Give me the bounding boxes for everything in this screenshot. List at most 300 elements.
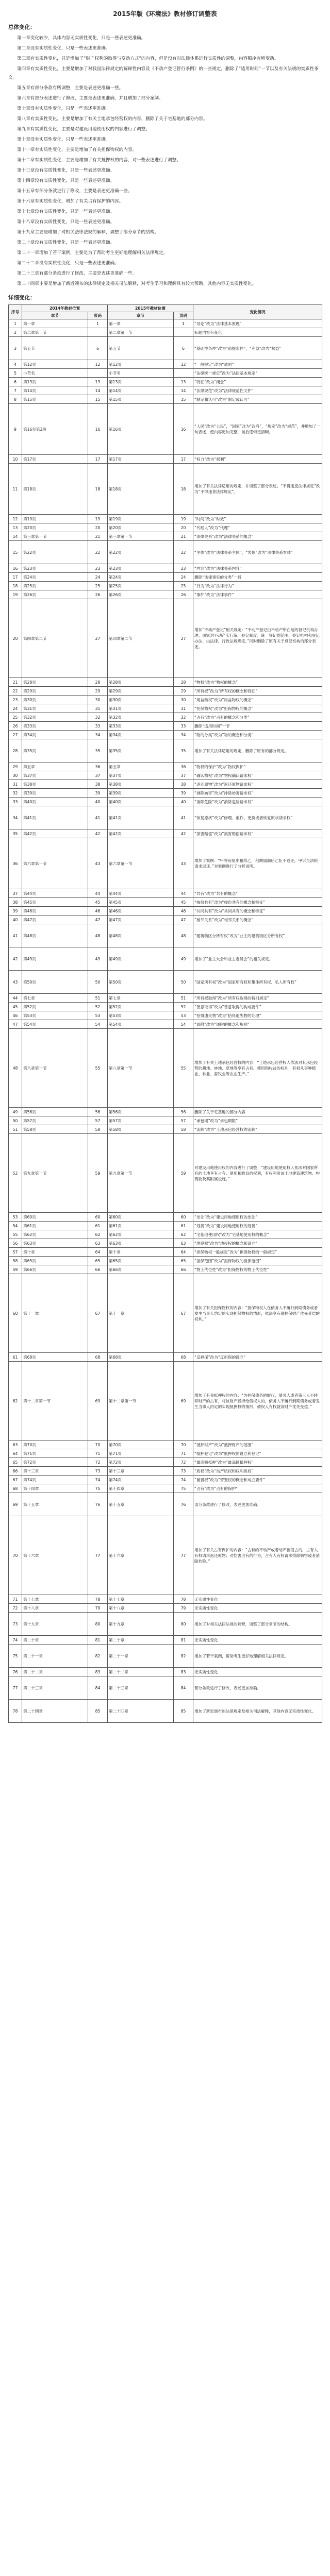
cell-old-page: 47 <box>88 916 108 924</box>
cell-new-page: 26 <box>174 590 193 599</box>
cell-seq: 52 <box>9 1134 22 1213</box>
cell-seq: 3 <box>9 337 22 360</box>
cell-old-page: 16 <box>88 404 108 455</box>
cell-new-position: 第72页 <box>108 1458 174 1467</box>
cell-old-page: 54 <box>88 1020 108 1029</box>
cell-old-page: 38 <box>88 780 108 789</box>
cell-new-position: 第二十二章 <box>108 1668 174 1676</box>
table-row <box>9 731 322 739</box>
cell-old-position: 第56页 <box>22 1108 88 1116</box>
table-row <box>9 687 322 696</box>
cell-new-page <box>174 369 193 378</box>
cell-old-page: 64 <box>88 1248 108 1257</box>
cell-seq: 69 <box>9 1493 22 1516</box>
cell-seq: 59 <box>9 1265 22 1274</box>
cell-old-page: 42 <box>88 829 108 838</box>
cell-change: “消除危险”改为“消除危险请求权” <box>193 798 322 806</box>
col-new-page-header: 页码 <box>174 312 193 319</box>
cell-old-page: 34 <box>88 731 108 739</box>
table-row <box>9 1265 322 1274</box>
cell-change: “时间”改为“时效” <box>193 515 322 523</box>
cell-new-position: 第53页 <box>108 1011 174 1020</box>
cell-new-position: 第24页 <box>108 573 174 582</box>
cell-new-page: 77 <box>174 1516 193 1595</box>
table-row <box>9 1595 322 1604</box>
cell-old-page: 39 <box>88 789 108 798</box>
cell-new-page: 73 <box>174 1467 193 1476</box>
cell-old-position: 第74页 <box>22 1476 88 1484</box>
table-row <box>9 838 322 889</box>
cell-new-page: 41 <box>174 806 193 829</box>
cell-change: 删除“适用时间”一节 <box>193 722 322 731</box>
cell-change: “共有”改为“共有的概念” <box>193 889 322 898</box>
cell-old-position: 第23页 <box>22 564 88 573</box>
cell-new-position: 第23页 <box>108 564 174 573</box>
cell-old-position: 第63页 <box>22 1239 88 1248</box>
cell-change: 增加了有关土地承包经营权的内容：“土地承包经营权人依法对其承包经营的耕地、林地、草地等享有占有、使用和收益的权利，有权从事种植业、林业、畜牧业等农业生产。” <box>193 1029 322 1108</box>
cell-old-position: 第30页 <box>22 696 88 704</box>
cell-old-page <box>88 369 108 378</box>
cell-old-page: 20 <box>88 523 108 532</box>
cell-change: “排除妨害”改为“排除妨害请求权” <box>193 789 322 798</box>
cell-seq: 55 <box>9 1230 22 1239</box>
cell-new-position: 第五节 <box>108 337 174 360</box>
overview-paragraph: 第十一章有实质性变化，主要是增加了有关担保物权的内容。 <box>17 147 137 152</box>
cell-old-page: 73 <box>88 1467 108 1476</box>
table-row <box>9 582 322 590</box>
cell-seq: 60 <box>9 1274 22 1353</box>
cell-new-position: 第37页 <box>108 771 174 780</box>
cell-old-page: 63 <box>88 1239 108 1248</box>
cell-old-page: 51 <box>88 994 108 1003</box>
cell-new-position: 第二十三章 <box>108 1676 174 1700</box>
cell-seq: 24 <box>9 704 22 713</box>
cell-change: 增加“不动产登记”相关规定：“不动产登记由不动产所在地的登记机构办理。国家对不动产实行统一登记制度。统一登记的范围、登记机构和登记办法，由法律、行政法规规定。”同时删除了原有关于登记机构的部分表述。 <box>193 599 322 678</box>
cell-seq: 17 <box>9 573 22 582</box>
cell-seq: 67 <box>9 1476 22 1484</box>
col-new-pos-header: 章节 <box>108 312 174 319</box>
cell-old-position: 第47页 <box>22 916 88 924</box>
table-row <box>9 798 322 806</box>
cell-new-position: 第13页 <box>108 378 174 386</box>
cell-new-page: 74 <box>174 1476 193 1484</box>
revision-table-body <box>9 305 322 1723</box>
cell-new-position: 第35页 <box>108 739 174 762</box>
table-row <box>9 713 322 722</box>
cell-change: “添附”改为“添附的概念和规则” <box>193 1020 322 1029</box>
cell-seq: 13 <box>9 523 22 532</box>
cell-change: “流转”改为“土地承包经营权的流转” <box>193 1125 322 1134</box>
cell-new-page: 28 <box>174 678 193 687</box>
cell-old-page: 85 <box>88 1700 108 1723</box>
cell-old-page: 82 <box>88 1645 108 1668</box>
cell-old-page: 19 <box>88 515 108 523</box>
cell-new-page: 61 <box>174 1222 193 1230</box>
cell-old-page: 21 <box>88 532 108 541</box>
cell-seq: 46 <box>9 1011 22 1020</box>
cell-new-page: 29 <box>174 687 193 696</box>
cell-seq: 45 <box>9 1003 22 1011</box>
cell-change: “用益物权”改为“用益物权的概念” <box>193 696 322 704</box>
cell-seq: 4 <box>9 360 22 369</box>
cell-change: “所有权取得”改为“所有权取得的特别规定” <box>193 994 322 1003</box>
col-seq-header: 序号 <box>9 305 22 319</box>
cell-change: “一般规定”改为“通则” <box>193 360 322 369</box>
cell-new-page: 71 <box>174 1449 193 1458</box>
table-row <box>9 1003 322 1011</box>
cell-old-position: 第53页 <box>22 1011 88 1020</box>
cell-new-page: 50 <box>174 971 193 994</box>
cell-new-position: 第28页 <box>108 678 174 687</box>
cell-old-page: 81 <box>88 1636 108 1645</box>
cell-old-page: 68 <box>88 1353 108 1362</box>
cell-new-page: 6 <box>174 337 193 360</box>
cell-change: “所有权”改为“所有权的概念和特征” <box>193 687 322 696</box>
table-row <box>9 1676 322 1700</box>
cell-new-page: 81 <box>174 1636 193 1645</box>
cell-old-page: 74 <box>88 1476 108 1484</box>
cell-new-position: 第54页 <box>108 1020 174 1029</box>
cell-old-position: 第31页 <box>22 704 88 713</box>
cell-old-page: 66 <box>88 1265 108 1274</box>
cell-new-page: 58 <box>174 1125 193 1134</box>
cell-new-position: 第18页 <box>108 464 174 515</box>
cell-change: “确认物权”改为“物权确认请求权” <box>193 771 322 780</box>
cell-new-position: 第46页 <box>108 907 174 916</box>
cell-old-position: 第72页 <box>22 1458 88 1467</box>
cell-new-position: 第50页 <box>108 971 174 994</box>
cell-seq: 6 <box>9 378 22 386</box>
cell-old-position: 第十五章 <box>22 1493 88 1516</box>
table-row <box>9 1257 322 1265</box>
cell-new-position: 第二十章 <box>108 1636 174 1645</box>
cell-old-position: 第57页 <box>22 1116 88 1125</box>
overview-paragraph: 第二十四章主要是增加了新近颁布的法律规定及相关司法解释，对考生学习和理解具有较大帮助，其他内容无实质性变化。 <box>17 281 257 286</box>
cell-old-position: 第70页 <box>22 1440 88 1449</box>
table-row <box>9 1604 322 1613</box>
cell-seq: 62 <box>9 1362 22 1440</box>
cell-change: 增加了有关占有保护的内容：“占有的不动产或者动产被侵占的，占有人有权请求返还原物；对妨害占有的行为，占有人有权请求排除妨害或者消除危险。” <box>193 1516 322 1595</box>
cell-old-position: 第66页 <box>22 1265 88 1274</box>
cell-new-position: 第38页 <box>108 780 174 789</box>
cell-seq: 65 <box>9 1458 22 1467</box>
cell-old-page: 48 <box>88 924 108 947</box>
cell-change: “国家所有权”改为“国家所有权和集体所有权、私人所有权” <box>193 971 322 994</box>
cell-new-position: 第56页 <box>108 1108 174 1116</box>
cell-change: “特征”改为“概念” <box>193 378 322 386</box>
cell-new-position: 第52页 <box>108 1003 174 1011</box>
cell-seq: 20 <box>9 599 22 678</box>
cell-new-position: 第一章 <box>108 319 174 328</box>
cell-seq: 53 <box>9 1213 22 1222</box>
cell-old-page: 29 <box>88 687 108 696</box>
cell-new-page: 35 <box>174 739 193 762</box>
cell-seq: 50 <box>9 1116 22 1125</box>
table-row <box>9 994 322 1003</box>
cell-old-position: 第49页 <box>22 947 88 971</box>
table-row <box>9 780 322 789</box>
cell-new-position: 第66页 <box>108 1265 174 1274</box>
cell-new-page: 76 <box>174 1493 193 1516</box>
cell-old-page: 6 <box>88 337 108 360</box>
cell-new-page: 53 <box>174 1011 193 1020</box>
cell-new-position: 第十一章 <box>108 1274 174 1353</box>
cell-seq: 34 <box>9 806 22 829</box>
table-row <box>9 704 322 713</box>
cell-old-page: 23 <box>88 564 108 573</box>
table-row <box>9 762 322 771</box>
cell-old-page: 79 <box>88 1604 108 1613</box>
cell-seq: 44 <box>9 994 22 1003</box>
cell-new-page: 24 <box>174 573 193 582</box>
cell-seq: 64 <box>9 1449 22 1458</box>
cell-old-page: 57 <box>88 1116 108 1125</box>
cell-old-position: 第60页 <box>22 1213 88 1222</box>
cell-new-page: 38 <box>174 780 193 789</box>
cell-old-page: 22 <box>88 541 108 564</box>
cell-change: 部分条款进行了修改，表述更加准确。 <box>193 1676 322 1700</box>
cell-seq: 28 <box>9 739 22 762</box>
cell-new-page: 45 <box>174 898 193 907</box>
cell-new-position: 第九章第一节 <box>108 1134 174 1213</box>
cell-seq: 68 <box>9 1484 22 1493</box>
cell-seq: 26 <box>9 722 22 731</box>
cell-old-page: 30 <box>88 696 108 704</box>
cell-old-position: 第32页 <box>22 713 88 722</box>
table-row <box>9 889 322 898</box>
cell-old-position: 第12页 <box>22 360 88 369</box>
overview-paragraph: 第二十三章有部分条款进行了修改，主要是表述更准确一些。 <box>17 271 137 276</box>
table-row <box>9 360 322 369</box>
cell-new-position: 第68页 <box>108 1353 174 1362</box>
cell-new-position: 第七章 <box>108 994 174 1003</box>
cell-old-position: 第44页 <box>22 889 88 898</box>
cell-new-position: 第32页 <box>108 713 174 722</box>
cell-seq: 42 <box>9 947 22 971</box>
cell-change: “地役权”改为“地役权的概念和设立” <box>193 1239 322 1248</box>
table-row <box>9 947 322 971</box>
cell-old-position: 第52页 <box>22 1003 88 1011</box>
cell-change: 增加了案例：“甲将房屋出租给乙，租期届满后乙拒不返还，甲诉至法院请求返还。”对案例进行了分析说明。 <box>193 838 322 889</box>
overview-paragraph: 第十八章没有实质性变化，只是一些表述更准确。 <box>17 219 115 225</box>
cell-seq: 37 <box>9 889 22 898</box>
cell-new-position: 第十二章第一节 <box>108 1362 174 1440</box>
cell-new-page: 16 <box>174 404 193 455</box>
cell-new-position: 第17页 <box>108 455 174 464</box>
table-row <box>9 1467 322 1476</box>
cell-seq: 51 <box>9 1125 22 1134</box>
cell-old-page: 33 <box>88 722 108 731</box>
cell-new-page: 80 <box>174 1613 193 1636</box>
cell-change: 增加了有关法律适用的规定，并调整了部分表述。“不得违反法律规定”改为“不得违背法律规定”。 <box>193 464 322 515</box>
cell-seq: 63 <box>9 1440 22 1449</box>
cell-seq: 76 <box>9 1668 22 1676</box>
cell-new-position: 第十三章 <box>108 1467 174 1476</box>
cell-new-position: 第65页 <box>108 1257 174 1265</box>
overview-paragraph: 第十五章有部分条款进行了修改，主要是表述更准确一些。 <box>17 189 133 194</box>
cell-change: “划拨”改为“建设用地使用权的划拨” <box>193 1222 322 1230</box>
cell-new-position: 第71页 <box>108 1449 174 1458</box>
cell-old-page: 69 <box>88 1362 108 1440</box>
cell-old-page: 71 <box>88 1449 108 1458</box>
cell-new-page: 31 <box>174 704 193 713</box>
cell-old-page: 43 <box>88 838 108 889</box>
cell-new-page: 37 <box>174 771 193 780</box>
cell-new-page: 22 <box>174 541 193 564</box>
table-row <box>9 319 322 328</box>
cell-new-page: 43 <box>174 838 193 889</box>
cell-old-page: 76 <box>88 1493 108 1516</box>
cell-new-position: 第29页 <box>108 687 174 696</box>
table-row <box>9 1636 322 1645</box>
cell-new-position: 第70页 <box>108 1440 174 1449</box>
cell-new-position: 第74页 <box>108 1476 174 1484</box>
cell-new-position: 第十章 <box>108 1248 174 1257</box>
cell-new-position: 第30页 <box>108 696 174 704</box>
cell-new-page: 21 <box>174 532 193 541</box>
cell-new-position: 第47页 <box>108 916 174 924</box>
cell-new-position: 第62页 <box>108 1230 174 1239</box>
cell-seq: 56 <box>9 1239 22 1248</box>
cell-old-page: 62 <box>88 1230 108 1239</box>
cell-seq: 78 <box>9 1700 22 1723</box>
cell-change: “出让”改为“建设用地使用权的出让” <box>193 1213 322 1222</box>
table-row <box>9 455 322 464</box>
cell-seq: 9 <box>9 404 22 455</box>
cell-new-page: 57 <box>174 1116 193 1125</box>
cell-old-page: 17 <box>88 455 108 464</box>
cell-new-page: 1 <box>174 319 193 328</box>
cell-seq: 40 <box>9 916 22 924</box>
cell-old-page <box>88 328 108 337</box>
cell-change: “返还原物”改为“返还原物请求权” <box>193 780 322 789</box>
cell-new-page: 85 <box>174 1700 193 1723</box>
cell-old-position: 第26页 <box>22 590 88 599</box>
table-row <box>9 916 322 924</box>
cell-change: “权力”改为“权利” <box>193 455 322 464</box>
cell-old-page: 46 <box>88 907 108 916</box>
cell-new-position: 第49页 <box>108 947 174 971</box>
cell-new-page: 84 <box>174 1676 193 1700</box>
cell-new-page: 65 <box>174 1257 193 1265</box>
cell-new-position: 第四章第二节 <box>108 599 174 678</box>
cell-seq: 70 <box>9 1516 22 1595</box>
cell-old-position: 第14页 <box>22 386 88 395</box>
cell-change: “抵押财产”改为“抵押财产的范围” <box>193 1440 322 1449</box>
cell-old-page: 12 <box>88 360 108 369</box>
cell-old-position: 第71页 <box>22 1449 88 1458</box>
cell-change: 增加了新近颁布的法律规定及相关司法解释，其他内容无实质性变化。 <box>193 1700 322 1723</box>
col-change-header: 变化情况 <box>193 305 322 319</box>
cell-old-position: 第二十三章 <box>22 1676 88 1700</box>
cell-change: 标题内容有变化 <box>193 328 322 337</box>
cell-old-position: 第十二章第一节 <box>22 1362 88 1440</box>
cell-old-position: 第五章 <box>22 762 88 771</box>
cell-new-page: 40 <box>174 798 193 806</box>
cell-new-page: 14 <box>174 386 193 395</box>
cell-old-position: 第五节 <box>22 337 88 360</box>
cell-seq: 72 <box>9 1604 22 1613</box>
cell-new-position: 第58页 <box>108 1125 174 1134</box>
cell-old-page: 40 <box>88 798 108 806</box>
cell-new-position: 第40页 <box>108 798 174 806</box>
cell-old-position: 第29页 <box>22 687 88 696</box>
cell-new-position: 第十八章 <box>108 1604 174 1613</box>
cell-seq: 75 <box>9 1645 22 1668</box>
table-row <box>9 1362 322 1440</box>
table-row <box>9 678 322 687</box>
cell-old-position: 第17页 <box>22 455 88 464</box>
cell-new-position: 第63页 <box>108 1239 174 1248</box>
cell-change: “担保物权”改为“担保物权的概念” <box>193 704 322 713</box>
cell-seq: 2 <box>9 328 22 337</box>
table-row <box>9 1029 322 1108</box>
col-old-page-header: 页码 <box>88 312 108 319</box>
cell-new-position: 第31页 <box>108 704 174 713</box>
cell-old-position: 第13页 <box>22 378 88 386</box>
table-row <box>9 564 322 573</box>
cell-old-page: 55 <box>88 1029 108 1108</box>
cell-new-page: 62 <box>174 1230 193 1239</box>
cell-old-page: 25 <box>88 582 108 590</box>
cell-change: “法律关系”改为“法律关系的概念” <box>193 532 322 541</box>
cell-seq: 1 <box>9 319 22 328</box>
cell-new-page: 75 <box>174 1484 193 1493</box>
cell-old-position: 第八章第一节 <box>22 1029 88 1108</box>
table-row <box>9 541 322 564</box>
cell-new-position: 第61页 <box>108 1222 174 1230</box>
table-row <box>9 1700 322 1723</box>
cell-change: “人民”改为“公民”，“国家”改为“政府”，“规定”改为“规范”，并增加了一句表述，使内容更加完整，前后逻辑更清晰。 <box>193 404 322 455</box>
cell-seq: 12 <box>9 515 22 523</box>
table-row <box>9 1458 322 1467</box>
cell-new-position: 第八章第一节 <box>108 1029 174 1108</box>
table-row <box>9 1274 322 1353</box>
overview-paragraph: 第一章变化较少，具体内容无实质性变化，只是一些表述更准确。 <box>17 36 146 41</box>
cell-new-page: 82 <box>174 1645 193 1668</box>
cell-old-page: 1 <box>88 319 108 328</box>
cell-change: “法律统一规定”改为“法律基本规定” <box>193 369 322 378</box>
cell-old-page: 59 <box>88 1134 108 1213</box>
cell-new-page: 33 <box>174 722 193 731</box>
cell-old-position: 第45页 <box>22 898 88 907</box>
cell-old-position: 第十三章 <box>22 1467 88 1476</box>
cell-old-position: 第54页 <box>22 1020 88 1029</box>
cell-old-page: 70 <box>88 1440 108 1449</box>
cell-new-page: 49 <box>174 947 193 971</box>
cell-old-page: 37 <box>88 771 108 780</box>
table-row <box>9 1230 322 1239</box>
cell-new-position: 第12页 <box>108 360 174 369</box>
cell-old-position: 第33页 <box>22 722 88 731</box>
cell-old-page: 13 <box>88 378 108 386</box>
cell-new-position: 第16页 <box>108 404 174 455</box>
overview-paragraph: 第十九章主要是增加了对相关法律法规的解释，调整了部分章节的结构。 <box>17 230 159 235</box>
revision-table <box>8 304 322 1723</box>
overview-paragraphs <box>8 34 322 289</box>
cell-change: “物权”改为“物权的概念” <box>193 678 322 687</box>
table-row <box>9 696 322 704</box>
table-row <box>9 1239 322 1248</box>
table-row <box>9 1108 322 1116</box>
table-row <box>9 1449 322 1458</box>
cell-seq: 18 <box>9 582 22 590</box>
cell-seq: 35 <box>9 829 22 838</box>
cell-change: “按份共有”改为“按份共有的概念和特征” <box>193 898 322 907</box>
cell-change: 增加了有关抵押权的内容：“为担保债务的履行，债务人或者第三人不转移财产的占有，将该财产抵押给债权人的，债务人不履行到期债务或者发生当事人约定的实现抵押权的情形，债权人有权就该财产优先受偿。” <box>193 1362 322 1440</box>
new-group-header: 2015年教材位置 <box>108 305 193 312</box>
cell-new-page: 34 <box>174 731 193 739</box>
